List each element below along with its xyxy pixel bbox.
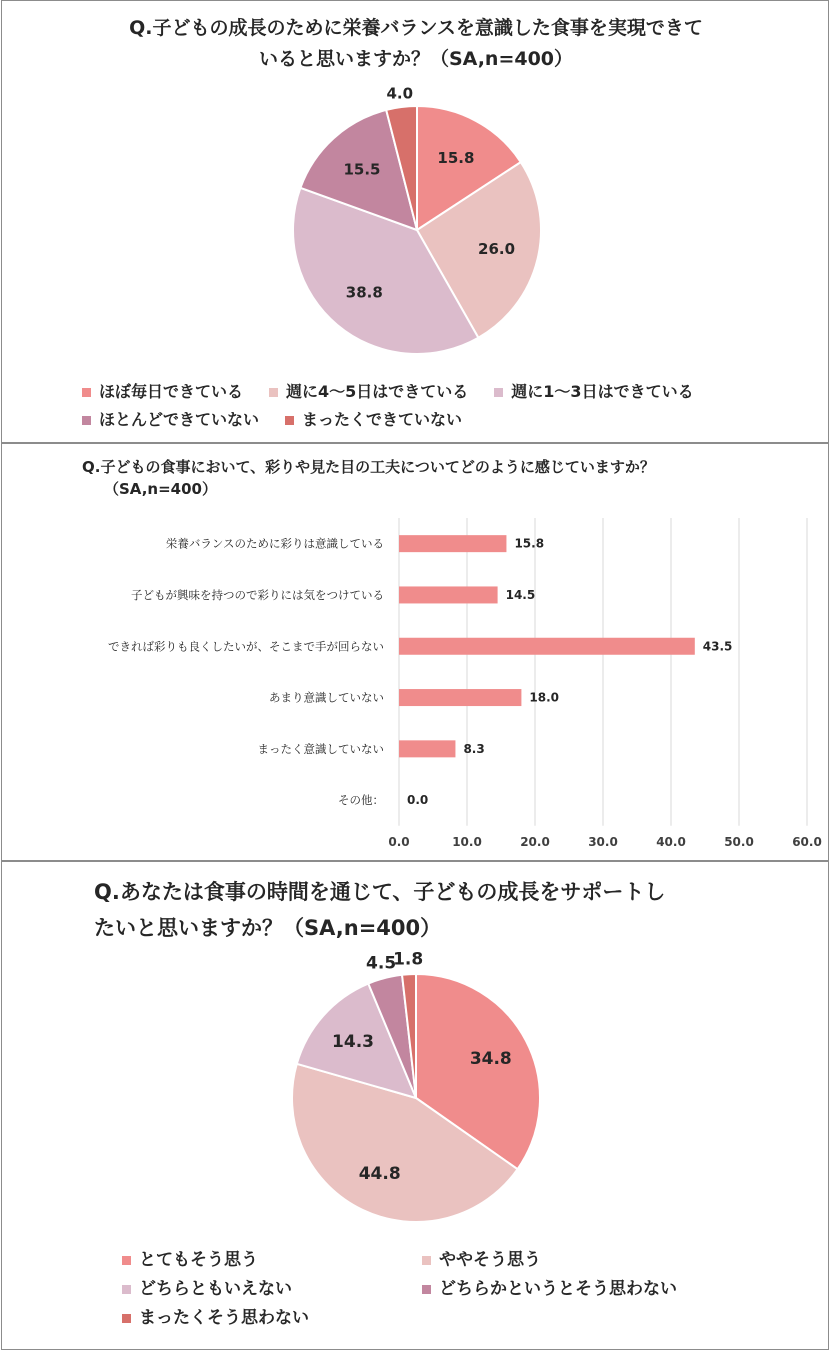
data-label: 18.0	[529, 690, 560, 705]
data-label: 4.0	[386, 84, 414, 103]
data-label: 14.5	[505, 587, 536, 602]
bar	[399, 689, 521, 706]
legend-swatch	[122, 1285, 131, 1294]
data-label: 34.8	[469, 1049, 512, 1070]
bar	[399, 586, 498, 603]
legend-label: 週に1～3日はできている	[511, 382, 694, 401]
bar	[399, 535, 506, 552]
chart-title-line: （SA,n=400）	[104, 480, 217, 498]
legend-swatch	[422, 1256, 431, 1265]
data-label: 38.8	[345, 283, 383, 302]
data-label: 43.5	[702, 639, 733, 654]
legend-item	[82, 406, 259, 434]
legend-label: とてもそう思う	[139, 1250, 258, 1270]
data-label: 1.8	[393, 949, 424, 970]
x-tick-label: 50.0	[724, 835, 754, 849]
data-label: 15.8	[514, 536, 545, 551]
data-label: 26.0	[478, 240, 516, 259]
x-tick-label: 10.0	[452, 835, 482, 849]
legend-item	[122, 1275, 422, 1304]
data-label: 8.3	[463, 741, 485, 756]
legend-swatch	[122, 1256, 131, 1265]
legend-swatch	[82, 388, 91, 397]
y-category-label: 栄養バランスのために彩りは意識している	[165, 536, 384, 551]
data-label: 15.5	[343, 160, 381, 179]
chart-legend	[82, 378, 802, 434]
legend-swatch	[422, 1285, 431, 1294]
chart-title-line: Q.あなたは食事の時間を通じて、子どもの成長をサポートし	[94, 880, 666, 904]
legend-item	[122, 1304, 422, 1333]
chart-legend	[122, 1246, 762, 1333]
legend-label: 週に4～5日はできている	[286, 382, 469, 401]
legend-item	[82, 378, 243, 406]
legend-item	[285, 406, 462, 434]
pie-chart-panel-2	[1, 861, 829, 1350]
legend-swatch	[82, 416, 91, 425]
legend-swatch	[269, 388, 278, 397]
x-tick-label: 30.0	[588, 835, 618, 849]
legend-label: まったくそう思わない	[139, 1308, 309, 1328]
bar	[399, 740, 455, 757]
legend-label: まったくできていない	[302, 410, 463, 429]
y-category-label: できれば彩りも良くしたいが、そこまで手が回らない	[108, 639, 384, 654]
data-label: 44.8	[358, 1164, 401, 1185]
legend-label: ややそう思う	[439, 1250, 541, 1270]
y-category-label: その他：	[338, 793, 384, 808]
legend-item	[494, 378, 693, 406]
data-label: 4.5	[366, 953, 397, 974]
chart-title-line: いると思いますか？（SA,n=400）	[258, 48, 574, 70]
legend-swatch	[494, 388, 503, 397]
x-tick-label: 0.0	[388, 835, 410, 849]
data-label: 0.0	[407, 793, 429, 808]
data-label: 15.8	[437, 149, 475, 168]
x-tick-label: 40.0	[656, 835, 686, 849]
legend-item	[269, 378, 468, 406]
legend-label: どちらかというとそう思わない	[439, 1279, 677, 1299]
bar-chart-panel	[1, 443, 829, 861]
chart-title-line: Q.子どもの食事において、彩りや見た目の工夫についてどのように感じていますか？	[82, 458, 655, 476]
legend-label: ほぼ毎日できている	[99, 382, 244, 401]
legend-swatch	[122, 1314, 131, 1323]
x-tick-label: 20.0	[520, 835, 550, 849]
y-category-label: あまり意識していない	[269, 690, 384, 705]
pie-chart-panel-1	[1, 0, 829, 443]
bar	[399, 638, 695, 655]
chart-title-line: たいと思いますか？（SA,n=400）	[94, 916, 442, 940]
legend-item	[122, 1246, 422, 1275]
bar-chart	[2, 444, 830, 862]
chart-title-line: Q.子どもの成長のために栄養バランスを意識した食事を実現できて	[129, 17, 703, 39]
data-label: 14.3	[332, 1031, 374, 1052]
legend-item	[422, 1246, 722, 1275]
x-tick-label: 60.0	[792, 835, 822, 849]
legend-item	[422, 1275, 722, 1304]
y-category-label: 子どもが興味を持つので彩りには気をつけている	[131, 587, 384, 602]
legend-swatch	[285, 416, 294, 425]
legend-label: ほとんどできていない	[99, 410, 260, 429]
legend-label: どちらともいえない	[139, 1279, 292, 1299]
y-category-label: まったく意識していない	[257, 741, 384, 756]
